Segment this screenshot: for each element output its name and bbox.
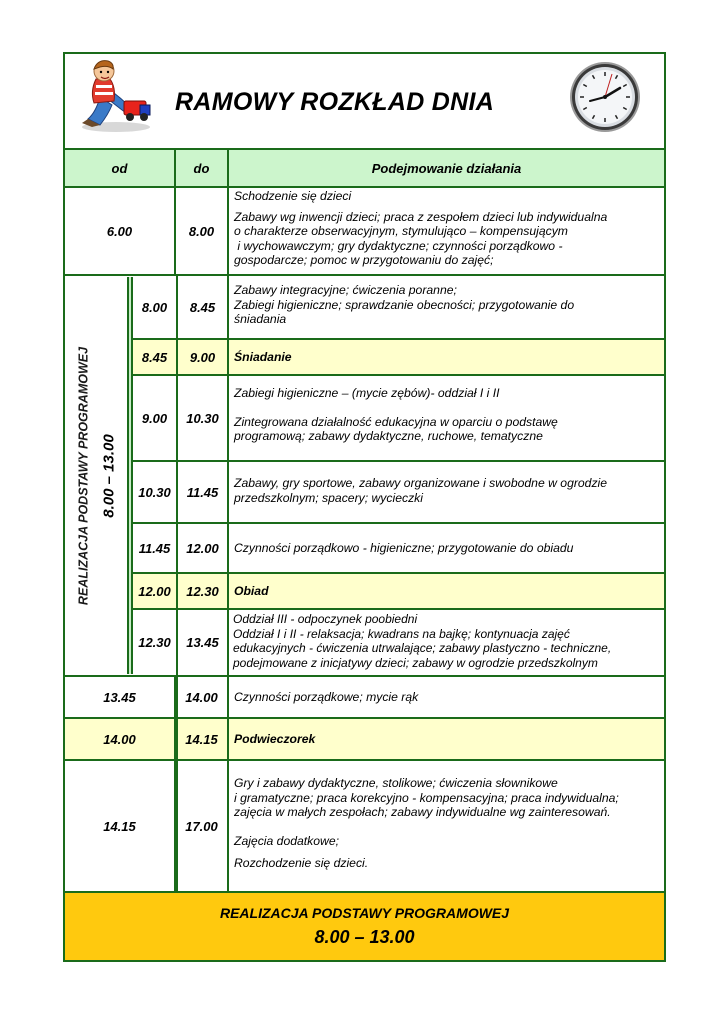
row-10-to: 14.15: [185, 731, 218, 747]
row-6-activity: [229, 524, 664, 572]
footer-time-range: 8.00 – 13.00: [314, 927, 415, 947]
row-2-activity: [229, 283, 664, 338]
row-9-to: 14.00: [185, 689, 218, 705]
row-9-from: 13.45: [103, 689, 136, 705]
wall-clock-illustration: [568, 60, 642, 134]
row-10-from: 14.00: [103, 731, 136, 747]
activity-line: śniadania: [234, 312, 287, 327]
activity-line: i wychowawczym; gry dydaktyczne; czynności porządkowo -: [234, 238, 563, 253]
activity-line: Obiad: [234, 583, 269, 598]
row-3-activity: [229, 340, 664, 374]
activity-line: Zabiegi higieniczne – (mycie zębów)- oddział I i II: [234, 386, 500, 400]
row-4-activity: [229, 386, 664, 460]
row-5-from: 10.30: [138, 484, 171, 500]
activity-line: Zintegrowana działalność edukacyjna w oparciu o podstawę: [234, 414, 558, 429]
activity-line: Schodzenie się dzieci: [234, 189, 352, 203]
activity-line: Zabawy integracyjne; ćwiczenia poranne;: [234, 283, 457, 297]
row-4-to: 10.30: [186, 410, 219, 426]
row-8-activity: [229, 612, 664, 675]
row-4-from: 9.00: [141, 410, 168, 426]
activity-line: Gry i zabawy dydaktyczne, stolikowe; ćwiczenia słownikowe: [234, 776, 558, 790]
side-label-time: 8.00 – 13.00: [100, 433, 118, 518]
activity-line: Zabawy wg inwencji dzieci; praca z zespołem dzieci lub indywidualna: [234, 209, 608, 224]
activity-line: programową; zabawy dydaktyczne, ruchowe, tematyczne: [234, 429, 543, 444]
row-1-from: 6.00: [106, 223, 133, 239]
activity-line: gospodarcze; pomoc w przygotowaniu do zajęć;: [234, 253, 494, 268]
row-7-activity: [229, 574, 664, 608]
row-2-to: 8.45: [189, 299, 216, 315]
activity-line: Zabiegi higieniczne; sprawdzanie obecności; przygotowanie do: [234, 297, 575, 312]
activity-line: podejmowane z inicjatywy dzieci; zabawy w ogrodzie przedszkolnym: [233, 655, 598, 670]
activity-line: Podwieczorek: [234, 731, 316, 746]
row-8-to: 13.45: [186, 635, 219, 650]
row-7-to: 12.30: [186, 583, 219, 599]
row-5-activity: [229, 476, 664, 522]
column-header-activity: Podejmowanie działania: [229, 150, 664, 186]
activity-line: zajęcia w małych zespołach; zabawy indywidualne wg zainteresowań.: [234, 805, 611, 820]
activity-line: Czynności porządkowe; mycie rąk: [234, 689, 419, 704]
row-1-to: 8.00: [188, 223, 215, 239]
page-title: RAMOWY ROZKŁAD DNIA: [175, 88, 495, 116]
activity-line: Zajęcia dodatkowe;: [234, 833, 340, 848]
footer-banner: [65, 893, 664, 960]
row-11-from: 14.15: [103, 818, 136, 834]
row-1-activity: [229, 189, 664, 274]
row-6-from: 11.45: [138, 540, 171, 556]
boy-with-toy-truck-illustration: [78, 57, 158, 135]
column-header-to: do: [176, 150, 227, 186]
row-8-from: 12.30: [138, 635, 171, 650]
activity-line: i gramatyczne; praca korekcyjno - kompensacyjna; praca indywidualna;: [234, 790, 619, 805]
activity-line: Rozchodzenie się dzieci.: [234, 856, 369, 871]
row-3-from: 8.45: [141, 349, 168, 365]
divider: [65, 148, 664, 150]
row-11-to: 17.00: [185, 818, 218, 834]
row-9-activity: [229, 677, 664, 717]
activity-line: Czynności porządkowo - higieniczne; przygotowanie do obiadu: [234, 540, 574, 555]
column-header-from: od: [65, 150, 174, 186]
row-11-activity: [229, 776, 664, 891]
activity-line: o charakterze obserwacyjnym, stymulująco – kompensującym: [234, 224, 568, 239]
row-5-to: 11.45: [186, 484, 219, 500]
row-10-activity: [229, 719, 664, 759]
row-2-from: 8.00: [141, 299, 168, 315]
divider: [65, 891, 664, 893]
activity-line: edukacyjnych - ćwiczenia utrwalające; zabawy plastyczno - techniczne,: [233, 641, 612, 656]
activity-line: Zabawy, gry sportowe, zabawy organizowane i swobodne w ogrodzie: [234, 476, 608, 490]
activity-line: przedszkolnym; spacery; wycieczki: [234, 490, 423, 505]
row-6-to: 12.00: [186, 540, 219, 556]
activity-line: Oddział III - odpoczynek poobiedni: [233, 612, 418, 626]
row-3-to: 9.00: [189, 349, 216, 365]
footer-label: REALIZACJA PODSTAWY PROGRAMOWEJ: [219, 905, 510, 921]
side-label-text: REALIZACJA PODSTAWY PROGRAMOWEJ: [76, 346, 91, 605]
activity-line: Oddział I i II - relaksacja; kwadrans na bajkę; kontynuacja zajęć: [233, 626, 570, 641]
side-label: [66, 277, 128, 674]
row-7-from: 12.00: [138, 583, 171, 599]
activity-line: Śniadanie: [234, 349, 292, 364]
